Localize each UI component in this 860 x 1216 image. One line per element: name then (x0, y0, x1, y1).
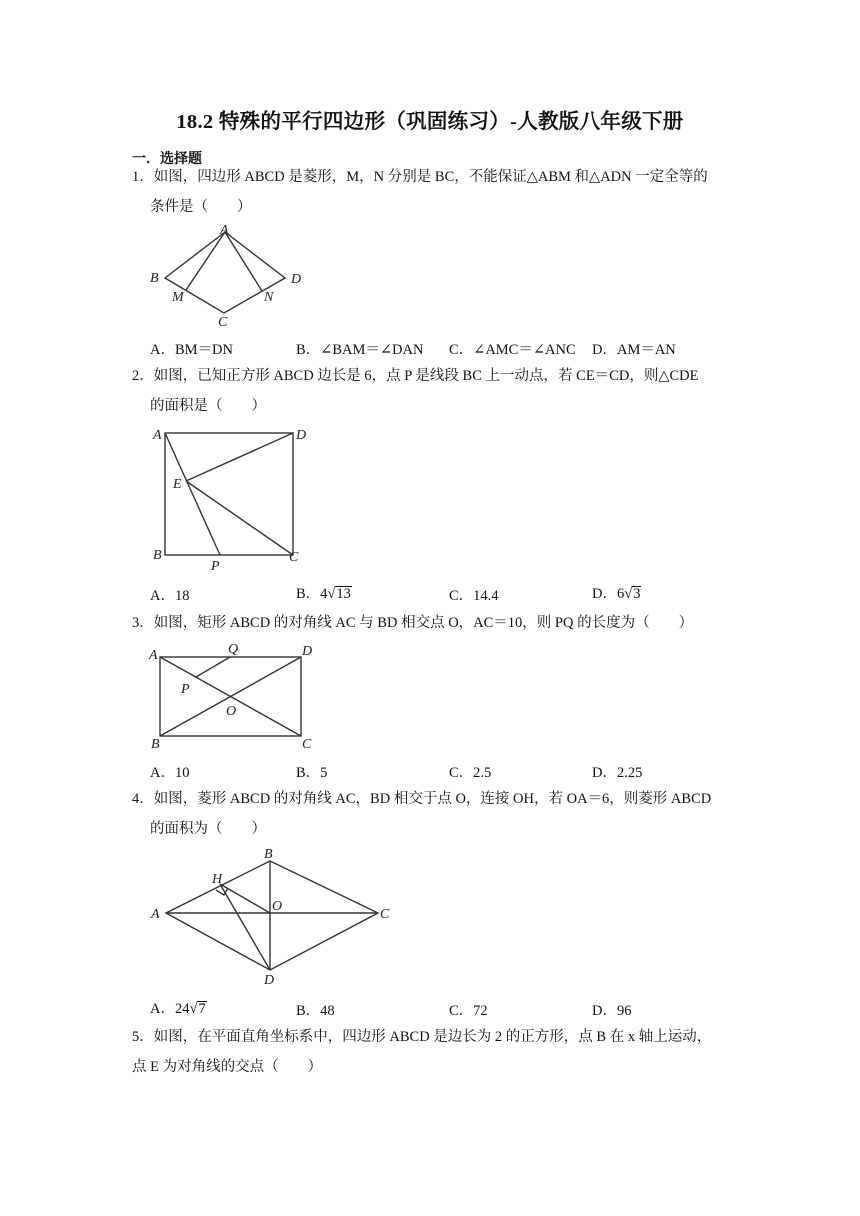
question-2-option-b: B．4√13 (296, 586, 351, 602)
square-abcd (165, 433, 293, 555)
label-e: E (173, 477, 182, 492)
question-4-text-line2: 的面积为（ ） (150, 821, 266, 837)
label-c: C (289, 550, 299, 565)
segment-ec (186, 481, 293, 555)
label-b: B (150, 271, 159, 286)
segment-an (225, 232, 262, 291)
question-4-text-line1: 4．如图，菱形 ABCD 的对角线 AC，BD 相交于点 O，连接 OH，若 OA＝6，则菱形 ABCD (132, 791, 712, 807)
question-2-option-a: A．18 (150, 588, 190, 604)
question-3-rectangle-figure (146, 640, 326, 752)
segment-pq (196, 657, 230, 677)
label-c: C (380, 907, 390, 922)
label-h: H (212, 872, 223, 887)
question-4-option-d: D．96 (592, 1003, 632, 1019)
question-4-option-a: A．24√7 (150, 1001, 206, 1017)
label-p: P (211, 559, 220, 574)
question-2-option-c: C．14.4 (449, 588, 499, 604)
label-q: Q (228, 642, 239, 657)
question-1-option-c: C．∠AMC＝∠ANC (449, 342, 576, 358)
label-d: D (296, 428, 307, 443)
label-a: A (149, 648, 158, 663)
label-p: P (181, 682, 190, 697)
question-2-text-line2: 的面积是（ ） (150, 398, 266, 414)
label-b: B (264, 847, 273, 862)
label-c: C (218, 315, 228, 330)
label-b: B (151, 737, 160, 752)
question-4-option-b: B．48 (296, 1003, 335, 1019)
question-5-text-line1: 5．如图，在平面直角坐标系中，四边形 ABCD 是边长为 2 的正方形，点 B 在 x 轴上运动， (132, 1029, 712, 1045)
question-3-option-b: B．5 (296, 765, 328, 781)
question-3-option-c: C．2.5 (449, 765, 492, 781)
label-d: D (291, 272, 302, 287)
label-b: B (153, 548, 162, 563)
question-1-option-b: B．∠BAM＝∠DAN (296, 342, 424, 358)
page-title: 18.2 特殊的平行四边形（巩固练习）-人教版八年级下册 (176, 111, 684, 133)
question-1-rhombus-figure (140, 220, 320, 332)
label-c: C (302, 737, 312, 752)
question-3-text-line1: 3．如图，矩形 ABCD 的对角线 AC 与 BD 相交点 O，AC＝10，则 PQ 的长度为（ ） (132, 615, 694, 631)
segment-am (186, 232, 225, 290)
rhombus-abcd (166, 861, 378, 970)
label-a: A (153, 428, 162, 443)
label-a: A (151, 907, 160, 922)
label-n: N (264, 290, 274, 305)
question-2-option-d: D．6√3 (592, 586, 641, 602)
question-2-square-figure (146, 424, 316, 574)
label-o: O (272, 899, 283, 914)
question-1-option-d: D．AM＝AN (592, 342, 676, 358)
question-3-option-d: D．2.25 (592, 765, 643, 781)
label-d: D (264, 973, 275, 988)
question-3-option-a: A．10 (150, 765, 190, 781)
segment-ed (186, 433, 293, 481)
question-4-option-c: C．72 (449, 1003, 488, 1019)
label-a: A (220, 223, 229, 238)
question-1-text-line2: 条件是（ ） (150, 199, 252, 215)
label-d: D (302, 644, 313, 659)
segment-dh (220, 884, 270, 970)
label-o: O (226, 704, 237, 719)
question-2-text-line1: 2．如图，已知正方形 ABCD 边长是 6，点 P 是线段 BC 上一动点，若 CE＝CD，则△CDE (132, 368, 699, 384)
question-1-text-line1: 1．如图，四边形 ABCD 是菱形，M，N 分别是 BC，不能保证△ABM 和△ADN 一定全等的 (132, 169, 708, 185)
question-5-text-line2: 点 E 为对角线的交点（ ） (132, 1059, 323, 1075)
question-1-option-a: A．BM＝DN (150, 342, 233, 358)
question-4-rhombus-figure (146, 843, 396, 988)
section-heading: 一．选择题 (132, 152, 202, 167)
label-m: M (172, 290, 184, 305)
segment-ap (165, 433, 220, 555)
